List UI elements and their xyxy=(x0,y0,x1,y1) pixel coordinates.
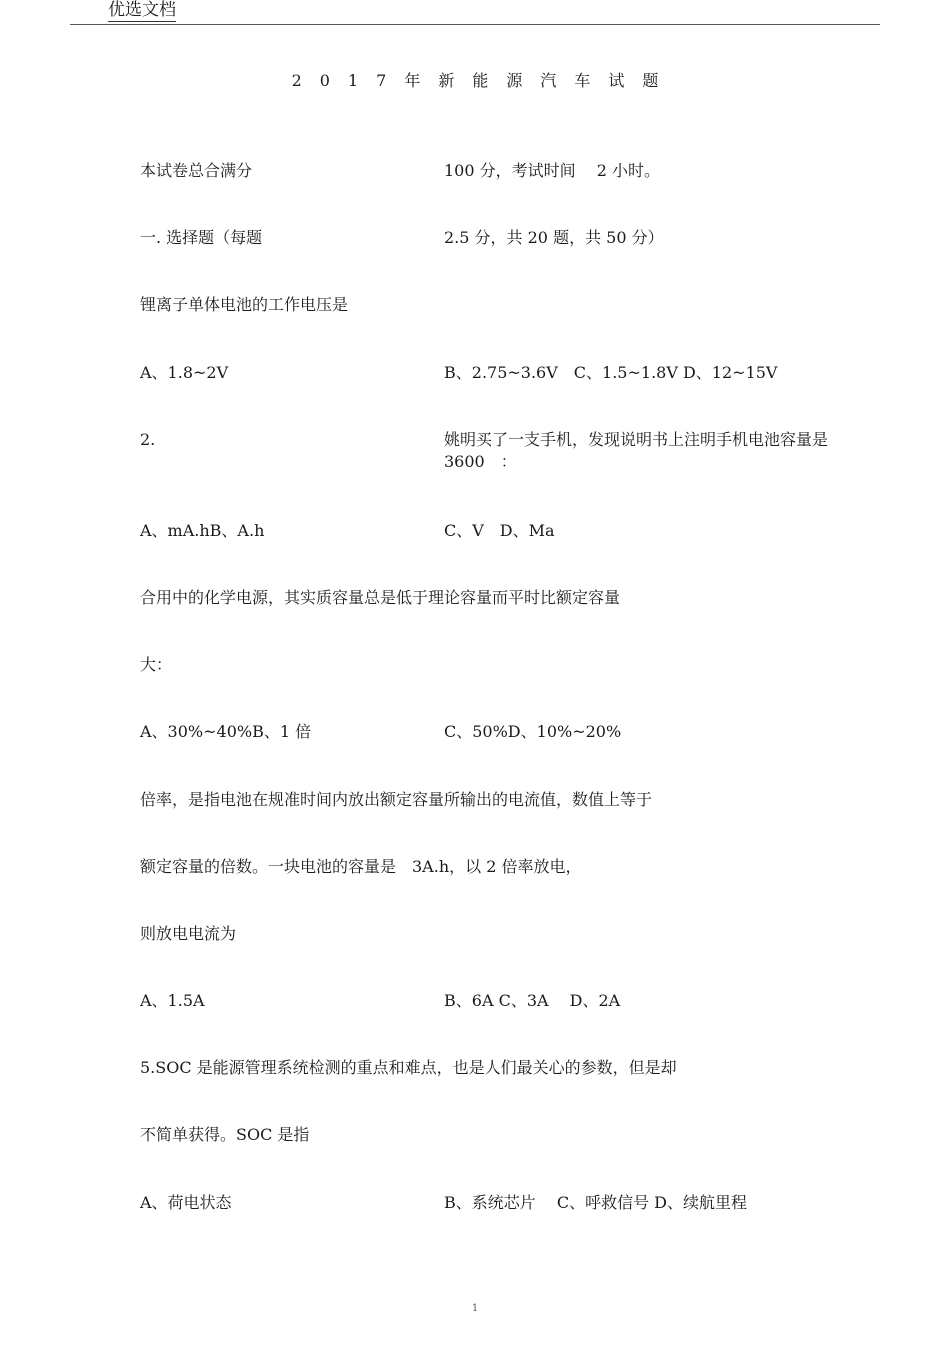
q4-stem-line3: 则放电电流为 xyxy=(140,924,237,943)
header-label: 优选文档 xyxy=(108,0,176,20)
q1-stem: 锂离子单体电池的工作电压是 xyxy=(140,295,349,314)
q2-stem: 姚明买了一支手机，发现说明书上注明手机电池容量是 3600 ： xyxy=(444,430,829,471)
q3-stem-line1: 合用中的化学电源，其实质容量总是低于理论容量而平时比额定容量 xyxy=(140,588,621,607)
q1-options-left: A、1.8~2V xyxy=(140,363,229,382)
q3-options-right: C、50%D、10%~20% xyxy=(444,722,622,741)
document-title: 2017年新能源汽车试题 xyxy=(291,71,677,90)
intro-line2-right: 2.5 分，共 20 题，共 50 分） xyxy=(444,228,664,247)
q4-stem-line1: 倍率，是指电池在规准时间内放出额定容量所输出的电流值，数值上等于 xyxy=(140,790,653,809)
intro-line2-left: 一. 选择题（每题 xyxy=(140,228,263,247)
q1-options-right: B、2.75~3.6V C、1.5~1.8V D、12~15V xyxy=(444,363,778,382)
q2-number: 2. xyxy=(140,430,156,449)
q5-stem-line1: 5.SOC 是能源管理系统检测的重点和难点，也是人们最关心的参数，但是却 xyxy=(140,1058,677,1077)
header-rule xyxy=(70,24,880,25)
q4-stem-line2: 额定容量的倍数。一块电池的容量是 3A.h，以 2 倍率放电， xyxy=(140,857,582,876)
q3-stem-line2: 大： xyxy=(140,655,173,674)
intro-line1-left: 本试卷总合满分 xyxy=(140,161,253,180)
q5-options-left: A、荷电状态 xyxy=(140,1193,232,1212)
q4-options-right: B、6A C、3A D、2A xyxy=(444,991,621,1010)
page-number: 1 xyxy=(471,1303,479,1314)
q2-options-right: C、V D、Ma xyxy=(444,521,555,540)
q4-options-left: A、1.5A xyxy=(140,991,205,1010)
q3-options-left: A、30%~40%B、1 倍 xyxy=(140,722,312,741)
q2-options-left: A、mA.hB、A.h xyxy=(140,521,265,540)
q5-stem-line2: 不简单获得。SOC 是指 xyxy=(140,1125,310,1144)
intro-line1-right: 100 分，考试时间 2 小时。 xyxy=(444,161,660,180)
q5-options-right: B、系统芯片 C、呼救信号 D、续航里程 xyxy=(444,1193,748,1212)
